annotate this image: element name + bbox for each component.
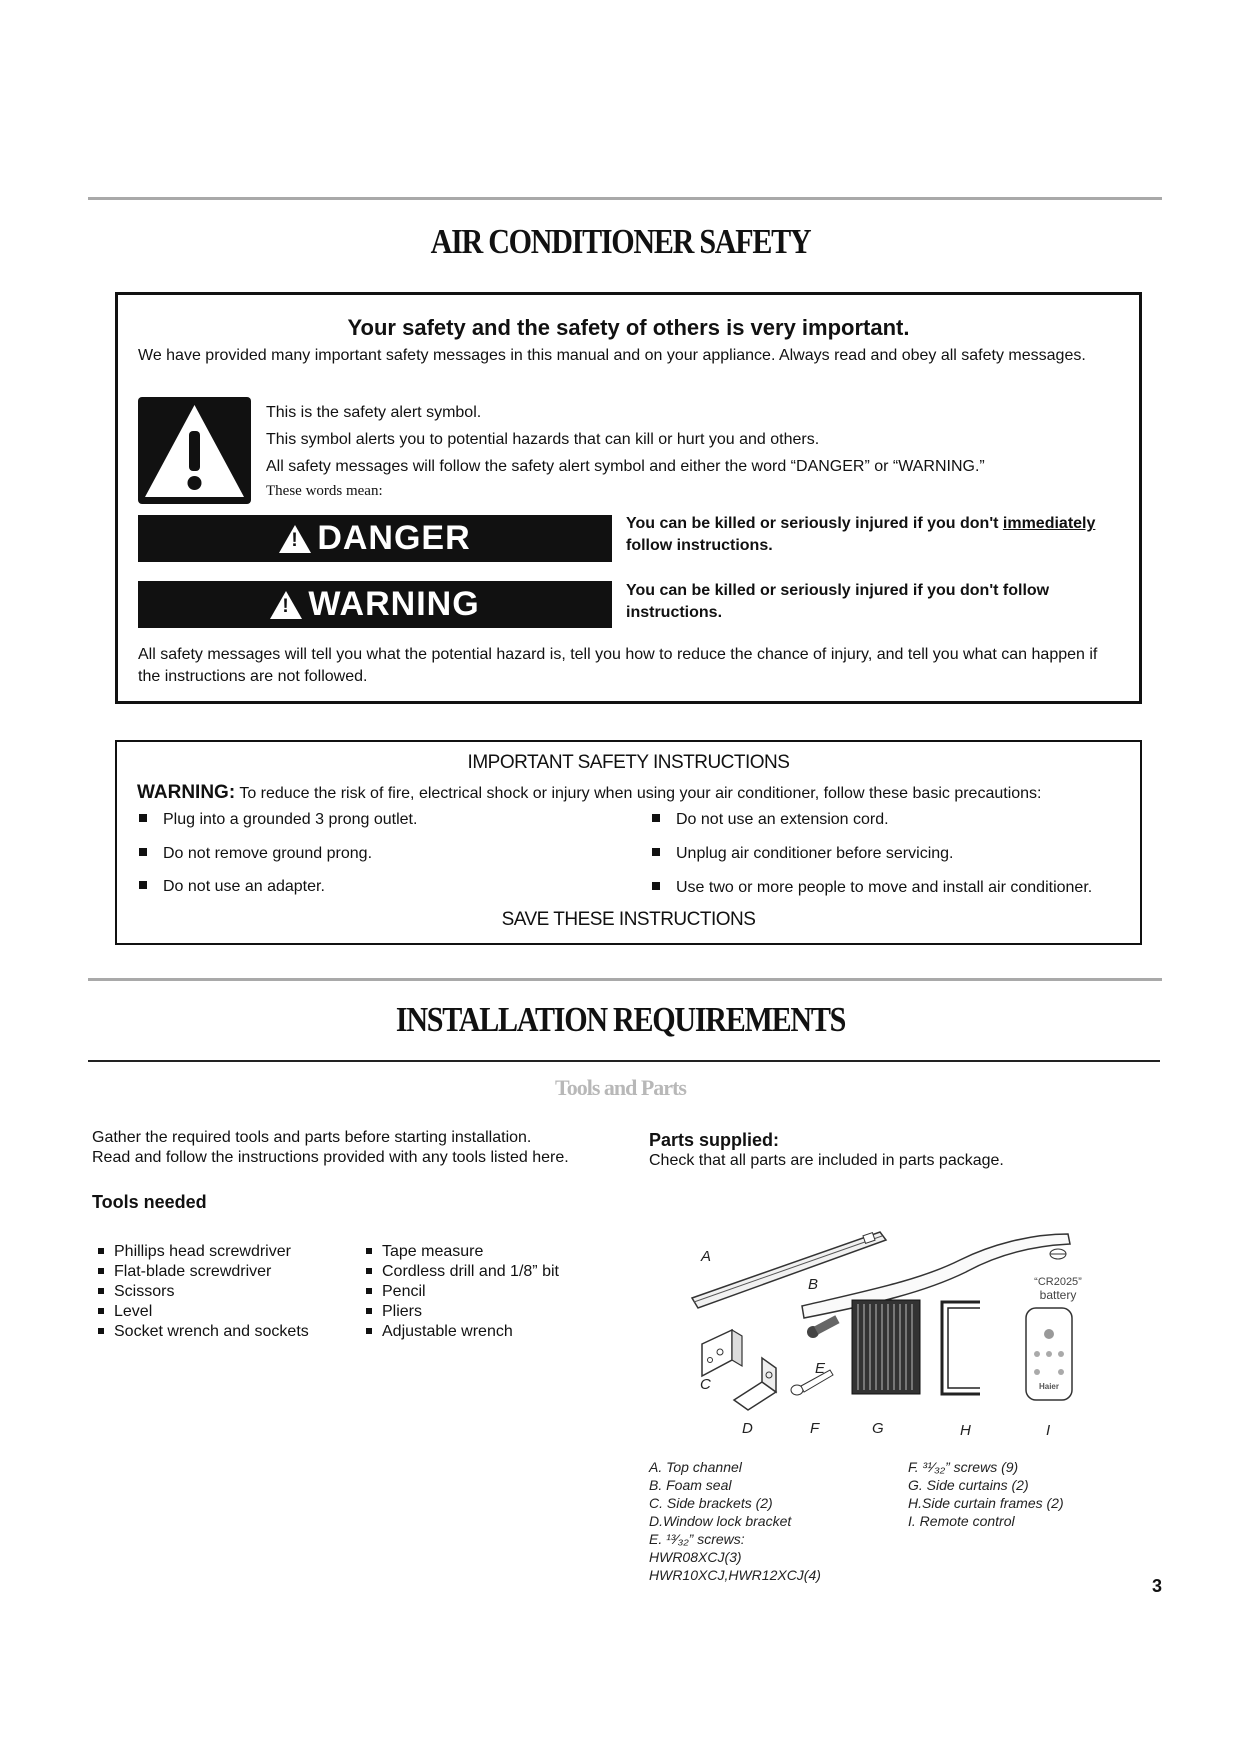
battery-label-line: “CR2025” [1034, 1276, 1082, 1288]
side-curtain-part [852, 1300, 920, 1394]
tool-item [366, 1262, 559, 1282]
label-g: G [872, 1420, 884, 1437]
side-bracket-part [702, 1330, 742, 1376]
instructions-warning-text: To reduce the risk of fire, electrical shock or injury when using your air conditioner, follow these basic precautions: [239, 785, 1042, 802]
tool-text: Level [114, 1303, 153, 1320]
instructions-warning-label: WARNING: [137, 782, 236, 803]
safety-title: AIR CONDITIONER SAFETY [430, 222, 811, 261]
tool-item [366, 1282, 559, 1302]
caption: HWR10XCJ,HWR12XCJ(4) [649, 1567, 821, 1583]
caption: D.Window lock bracket [649, 1513, 792, 1529]
warning-alert-icon [270, 591, 302, 619]
danger-text-part2: follow instructions. [626, 537, 773, 554]
tool-text: Tape measure [382, 1243, 484, 1260]
tool-text: Cordless drill and 1/8” bit [382, 1263, 559, 1280]
symbol-line-2: This symbol alerts you to potential hazards that can kill or hurt you and others. [266, 431, 820, 448]
parts-text: Check that all parts are included in parts package. [649, 1152, 1004, 1169]
caption: B. Foam seal [649, 1477, 732, 1493]
instructions-box [115, 740, 1142, 945]
safety-headline: Your safety and the safety of others is very important. [347, 315, 910, 340]
danger-text-part: You can be killed or seriously injured if you don't [626, 515, 1003, 532]
tool-item [366, 1302, 559, 1322]
tool-item [366, 1242, 559, 1262]
tool-text: Pencil [382, 1283, 426, 1300]
screw-e-part [807, 1315, 840, 1338]
tools-left-list [98, 1242, 309, 1342]
caption: G. Side curtains (2) [908, 1477, 1029, 1493]
instruction-text: Use two or more people to move and install air conditioner. [676, 879, 1093, 896]
label-i: I [1046, 1422, 1051, 1439]
instruction-left-3 [139, 876, 325, 898]
danger-label: DANGER [317, 519, 471, 557]
tool-text: Phillips head screwdriver [114, 1243, 291, 1260]
parts-figure [680, 1220, 1100, 1440]
warning-label: WARNING [308, 585, 480, 623]
install-divider [88, 1060, 1160, 1062]
safety-alert-symbol [138, 397, 251, 504]
parts-heading: Parts supplied: [649, 1130, 780, 1150]
tool-item [98, 1282, 309, 1302]
instruction-text: Do not use an extension cord. [676, 811, 889, 828]
label-a: A [701, 1248, 712, 1265]
tool-text: Socket wrench and sockets [114, 1323, 309, 1340]
page-number: 3 [1152, 1576, 1163, 1596]
tool-item [98, 1242, 309, 1262]
safety-closing: All safety messages will tell you what the potential hazard is, tell you how to reduce the chance of injury, and tell you what can happen if the instructions are not followed. [138, 646, 1098, 685]
tools-right-list [366, 1242, 559, 1342]
safety-box [115, 292, 1142, 704]
instruction-right-2 [652, 843, 953, 865]
instructions-footer: SAVE THESE INSTRUCTIONS [501, 909, 756, 930]
caption: F. ³¹⁄₃₂” screws (9) [908, 1459, 1019, 1475]
battery-part [1050, 1249, 1066, 1259]
tools-heading: Tools needed [92, 1192, 207, 1212]
gather-line: Gather the required tools and parts before starting installation. [92, 1129, 532, 1146]
instructions-warning [137, 782, 1137, 804]
caption: HWR08XCJ(3) [649, 1549, 742, 1565]
label-e: E [815, 1360, 826, 1377]
caption: A. Top channel [649, 1459, 742, 1475]
gather-line: Read and follow the instructions provided with any tools listed here. [92, 1149, 569, 1166]
instruction-text: Unplug air conditioner before servicing. [676, 845, 954, 862]
caption: I. Remote control [908, 1513, 1015, 1529]
top-rule [88, 197, 1162, 200]
tool-text: Scissors [114, 1283, 175, 1300]
battery-label-line: battery [1039, 1288, 1077, 1302]
instruction-text: Do not use an adapter. [163, 878, 325, 895]
parts-illustration [680, 1220, 1100, 1440]
window-lock-bracket-part [734, 1358, 776, 1410]
instruction-text: Do not remove ground prong. [163, 845, 373, 862]
tool-item [366, 1322, 559, 1342]
danger-alert-icon [279, 525, 311, 553]
warning-triangle-icon [138, 397, 251, 504]
warning-text: You can be killed or seriously injured if you don't follow instructions. [626, 582, 1050, 621]
install-subtitle: Tools and Parts [555, 1075, 686, 1100]
tool-item [98, 1322, 309, 1342]
captions-right [908, 1458, 1064, 1530]
danger-text-emphasis: immediately [1002, 515, 1096, 532]
caption: E. ¹³⁄₃₂” screws: [649, 1531, 745, 1547]
caption: H.Side curtain frames (2) [908, 1495, 1064, 1511]
tool-item [98, 1302, 309, 1322]
label-b: B [808, 1276, 819, 1293]
instruction-text: Plug into a grounded 3 prong outlet. [163, 811, 418, 828]
tool-text: Adjustable wrench [382, 1323, 513, 1340]
instructions-heading: IMPORTANT SAFETY INSTRUCTIONS [467, 752, 790, 773]
safety-intro: We have provided many important safety messages in this manual and on your appliance. Always read and obey all safety messages. [138, 347, 1086, 364]
caption: C. Side brackets (2) [649, 1495, 773, 1511]
tool-item [98, 1262, 309, 1282]
tool-text: Pliers [382, 1303, 423, 1320]
label-f: F [810, 1420, 820, 1437]
instruction-right-3 [652, 877, 1092, 899]
danger-text [626, 513, 1126, 557]
danger-signal-bar [138, 515, 612, 562]
screw-f-part [791, 1370, 833, 1395]
label-h: H [960, 1422, 971, 1439]
instruction-left-2 [139, 843, 372, 865]
gather-text [92, 1128, 569, 1168]
tool-text: Flat-blade screwdriver [114, 1263, 272, 1280]
captions-left [649, 1458, 821, 1584]
label-d: D [742, 1420, 753, 1437]
install-top-rule [88, 978, 1162, 981]
side-curtain-frame-part [942, 1302, 980, 1394]
symbol-line-1: This is the safety alert symbol. [266, 404, 482, 421]
label-c: C [700, 1376, 711, 1393]
instruction-left-1 [139, 809, 417, 831]
symbol-line-3: All safety messages will follow the safety alert symbol and either the word “DANGER” or “WARNING.” [266, 458, 985, 475]
battery-label [1020, 1276, 1096, 1302]
install-title: INSTALLATION REQUIREMENTS [395, 1000, 846, 1039]
warning-signal-bar [138, 581, 612, 628]
remote-brand: Haier [1038, 1382, 1059, 1391]
symbol-line-4: These words mean: [266, 483, 383, 499]
instruction-right-1 [652, 809, 889, 831]
